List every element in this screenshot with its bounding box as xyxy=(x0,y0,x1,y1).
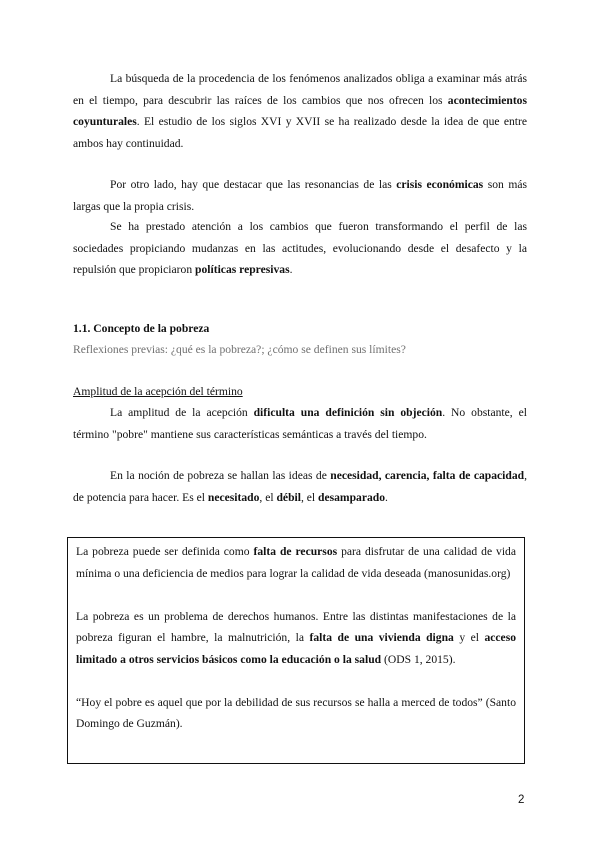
paragraph-text: son más largas que la propia crisis. xyxy=(73,178,527,213)
bold-term: dificulta una definición sin objeción xyxy=(253,406,443,419)
box-text: (ODS 1, 2015). xyxy=(381,652,456,666)
box-paragraph-definition xyxy=(76,541,516,584)
paragraph-text: , el xyxy=(300,490,319,504)
paragraph-economic-crisis xyxy=(73,174,527,217)
box-paragraph-quote xyxy=(76,692,516,735)
paragraph-text: La amplitud de la acepción xyxy=(110,406,254,419)
paragraph-text: . El estudio de los siglos XVI y XVII se ha realizado desde la idea de que entre ambos hay continuidad. xyxy=(73,115,527,150)
bold-term: falta de recursos xyxy=(253,545,338,558)
box-paragraph-human-rights xyxy=(76,606,516,671)
bold-term: acceso limitado a otros servicios básicos como la educación o la salud xyxy=(76,631,516,666)
section-subtitle: Reflexiones previas: ¿qué es la pobreza?; ¿cómo se definen sus límites? xyxy=(73,343,406,356)
section-heading: 1.1. Concepto de la pobreza xyxy=(73,322,210,335)
paragraph-text: En la noción de pobreza se hallan las ideas de xyxy=(110,469,331,482)
paragraph-text: . No obstante, el término "pobre" mantiene sus características semánticas a través del tiempo. xyxy=(73,406,527,441)
paragraph-social-changes xyxy=(73,216,527,281)
definitions-box xyxy=(67,537,525,764)
paragraph-text: Se ha prestado atención a los cambios que fueron transformando el perfil de las sociedades propiciando mudanzas en las actitudes, evolucionando desde el desafecto y la repulsión que propiciaron xyxy=(73,220,527,276)
paragraph-text: , de potencia para hacer. Es el xyxy=(73,469,527,504)
bold-term: necesitado xyxy=(207,490,260,504)
box-text: La pobreza es un problema de derechos humanos. Entre las distintas manifestaciones de la pobreza figuran el hambre, la malnutrición, la xyxy=(76,609,516,644)
paragraph-notion xyxy=(73,465,527,508)
paragraph-text: . xyxy=(289,263,293,276)
bold-term: acontecimientos coyunturales xyxy=(73,93,527,128)
paragraph-amplitude xyxy=(73,402,527,445)
paragraph-text: , el xyxy=(259,490,277,504)
underlined-subheading: Amplitud de la acepción del término xyxy=(73,385,243,398)
bold-term: débil xyxy=(276,490,301,504)
paragraph-text: . xyxy=(385,490,388,504)
paragraph-text: La búsqueda de la procedencia de los fenómenos analizados obliga a examinar más atrás en el tiempo, para descubrir las raíces de los cambios que nos ofrecen los xyxy=(73,72,527,107)
box-text: La pobreza puede ser definida como xyxy=(76,545,254,558)
box-text: “Hoy el pobre es aquel que por la debilidad de sus recursos se halla a merced de todos” (Santo Domingo de Guzmán). xyxy=(76,695,516,730)
bold-term: políticas represivas xyxy=(195,263,290,276)
paragraph-origins xyxy=(73,68,527,154)
bold-term: necesidad, carencia, falta de capacidad xyxy=(330,469,525,482)
bold-term: crisis económicas xyxy=(396,178,484,191)
paragraph-text: Por otro lado, hay que destacar que las resonancias de las xyxy=(110,178,397,191)
box-text: y el xyxy=(453,631,485,644)
page-number: 2 xyxy=(518,794,525,806)
box-text: para disfrutar de una calidad de vida mínima o una deficiencia de medios para lograr la calidad de vida deseada (manosunidas.org) xyxy=(76,545,516,580)
bold-term: falta de una vivienda digna xyxy=(309,631,454,644)
bold-term: desamparado xyxy=(318,490,386,504)
